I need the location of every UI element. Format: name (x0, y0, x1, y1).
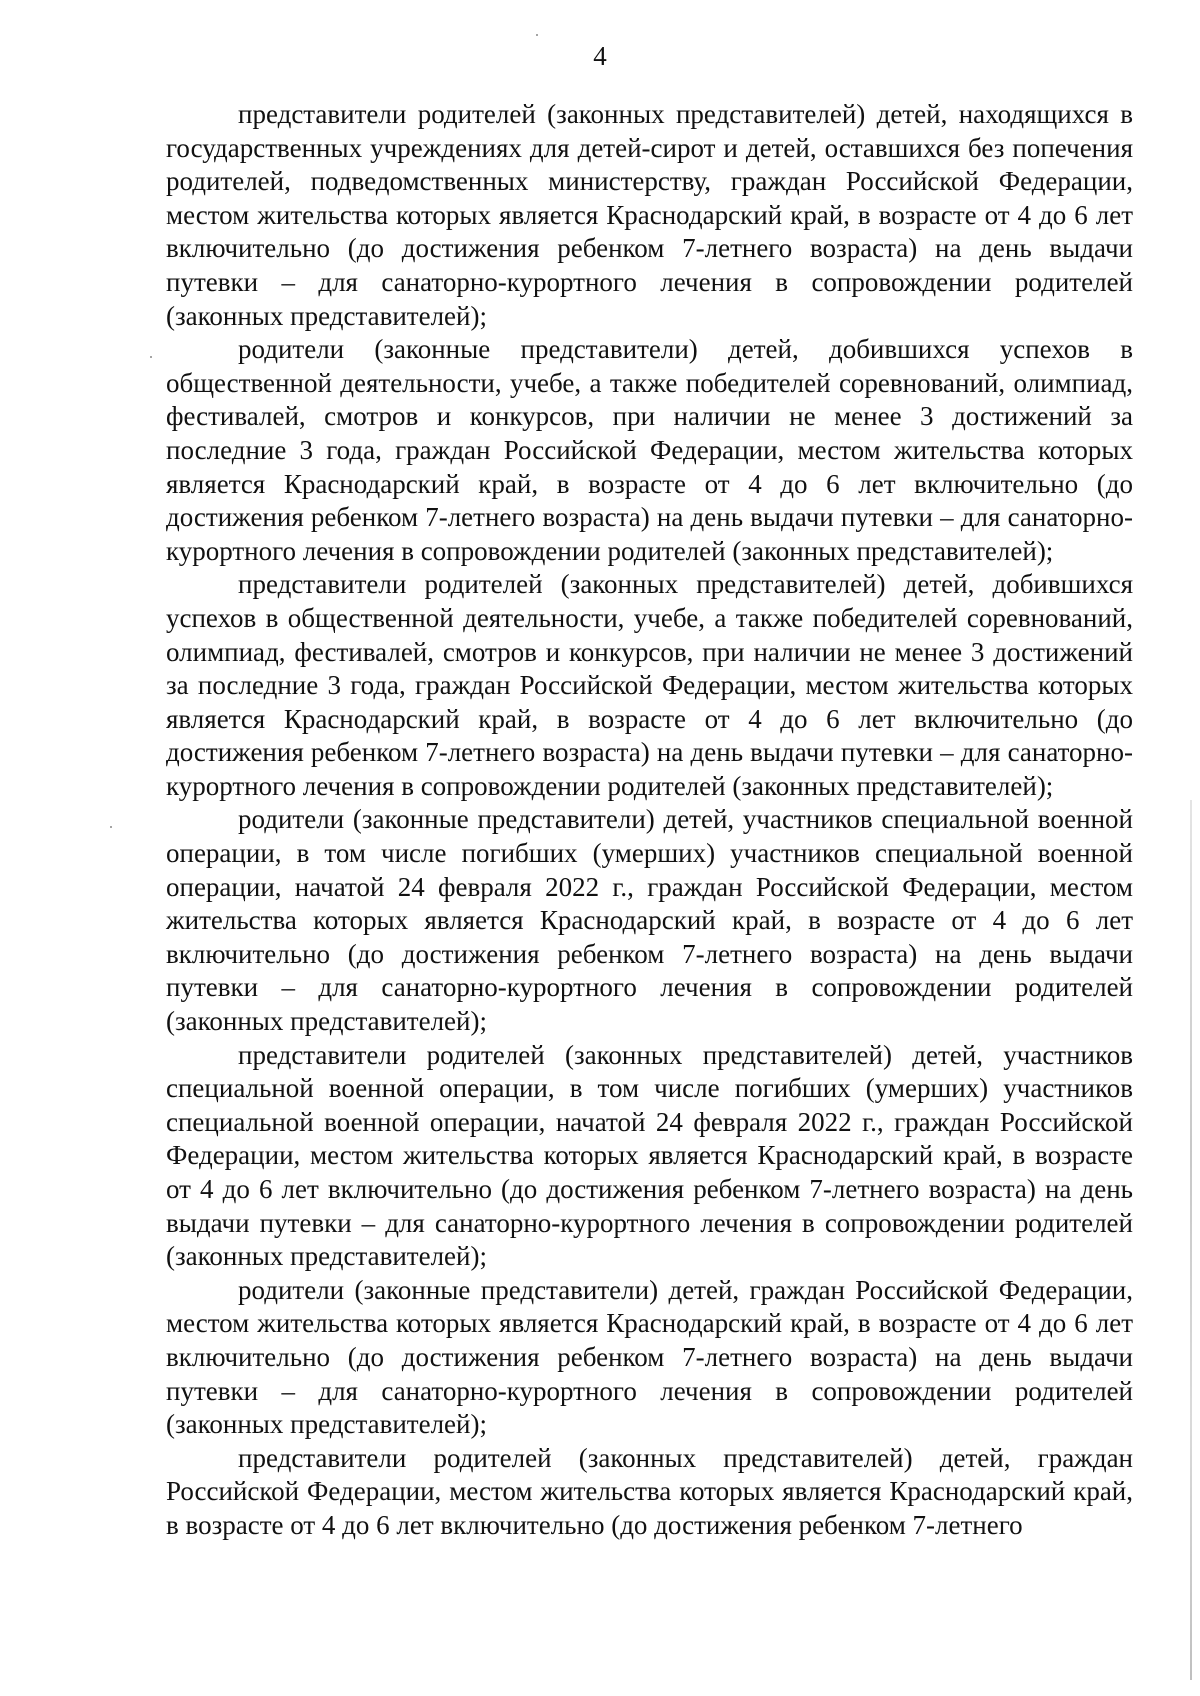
paragraph: родители (законные представители) детей, добившихся успехов в общественной деятельности, учебе, а также победителей соревнований, олимпиад, фестивалей, смотров и конкурсов, при наличии не менее 3 достижений за последние 3 года, граждан Российской Федерации, местом жительства которых является Краснодарский край, в возрасте от 4 до 6 лет включительно (до достижения ребенком 7-летнего возраста) на день выдачи путевки – для санаторно-курортного лечения в сопровождении родителей (законных представителей); (166, 334, 1133, 566)
scan-speck (536, 34, 538, 36)
paragraph: представители родителей (законных представителей) детей, находящихся в государственных учреждениях для детей-сирот и детей, оставшихся без попечения родителей, подведомственных министерству, граждан Российской Федерации, местом жительства которых является Краснодарский край, в возрасте от 4 до 6 лет включительно (до достижения ребенком 7-летнего возраста) на день выдачи путевки – для санаторно-курортного лечения в сопровождении родителей (законных представителей); (166, 99, 1133, 331)
scan-speck (110, 826, 112, 828)
paragraph: представители родителей (законных представителей) детей, добившихся успехов в общественной деятельности, учебе, а также победителей соревнований, олимпиад, фестивалей, смотров и конкурсов, при наличии не менее 3 достижений за последние 3 года, граждан Российской Федерации, местом жительства которых является Краснодарский край, в возрасте от 4 до 6 лет включительно (до достижения ребенком 7-летнего возраста) на день выдачи путевки – для санаторно-курортного лечения в сопровождении родителей (законных представителей); (166, 569, 1133, 801)
paragraph: представители родителей (законных представителей) детей, граждан Российской Федерации, местом жительства которых является Краснодарский край, в возрасте от 4 до 6 лет включительно (до достижения ребенком 7-летнего (166, 1442, 1133, 1540)
scan-edge-mark (1190, 800, 1192, 1680)
paragraph: представители родителей (законных представителей) детей, участников специальной военной операции, в том числе погибших (умерших) участников специальной военной операции, начатой 24 февраля 2022 г., граждан Российской Федерации, местом жительства которых является Краснодарский край, в возрасте от 4 до 6 лет включительно (до достижения ребенком 7-летнего возраста) на день выдачи путевки – для санаторно-курортного лечения в сопровождении родителей (законных представителей); (166, 1039, 1133, 1272)
page-number: 4 (593, 41, 607, 71)
scan-speck (150, 356, 152, 358)
document-body (166, 98, 1133, 1543)
paragraph: родители (законные представители) детей, участников специальной военной операции, в том числе погибших (умерших) участников специальной военной операции, начатой 24 февраля 2022 г., граждан Российской Федерации, местом жительства которых является Краснодарский край, в возрасте от 4 до 6 лет включительно (до достижения ребенком 7-летнего возраста) на день выдачи путевки – для санаторно-курортного лечения в сопровождении родителей (законных представителей); (166, 804, 1133, 1037)
paragraph: родители (законные представители) детей, граждан Российской Федерации, местом жительства которых является Краснодарский край, в возрасте от 4 до 6 лет включительно (до достижения ребенком 7-летнего возраста) на день выдачи путевки – для санаторно-курортного лечения в сопровождении родителей (законных представителей); (166, 1274, 1133, 1440)
